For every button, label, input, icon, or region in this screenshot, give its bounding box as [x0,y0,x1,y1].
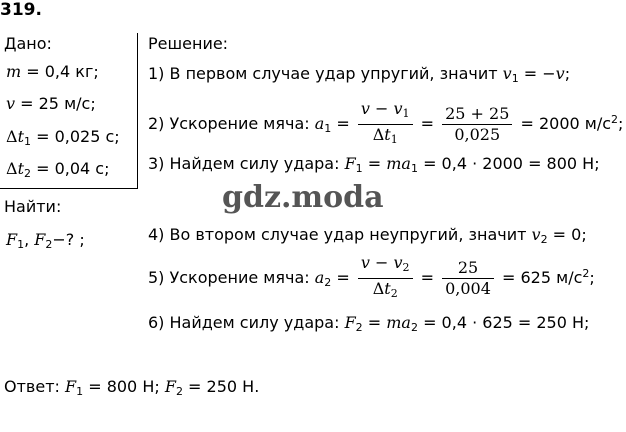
answer-line: Ответ: $F_1 = 800$ Н; $F_2 = 250$ Н. [4,377,260,398]
problem-number: 319. [0,0,42,20]
solution-step-3: 3) Найдем силу удара: $F_1 = ma_1 = 0,4 \cdot 2000 = 800$ Н; [148,154,600,175]
solution-label: Решение: [148,34,229,53]
given-divider-vertical [137,33,138,188]
solution-step-1: 1) В первом случае удар упругий, значит $v_1 = -v$; [148,64,571,85]
given-divider-horizontal [0,188,138,189]
given-velocity: v = 25 м/с; [6,94,96,113]
solution-step-4: 4) Во втором случае удар неупругий, значит $v_2 = 0$; [148,225,587,246]
find-target: $F_1$, $F_2-$? ; [6,230,85,251]
fraction-accel-2-numeric: $\frac{25}{0,004}$ [442,258,494,299]
given-dt1: $\Delta t_1 = 0,025$ с; [6,127,120,148]
fraction-accel-1-numeric: $\frac{25 + 25}{0,025}$ [442,104,512,145]
fraction-accel-1-symbolic: $\frac{v - v_1}{\Delta t_1}$ [358,99,413,150]
solution-step-2: 2) Ускорение мяча: $a_1$ = $\frac{v - v_1}{\Delta t_1}$ = $\frac{25 + 25}{0,025}$ = 2000 $м/с^2$; [148,98,623,151]
solution-step-5: 5) Ускорение мяча: $a_2$ = $\frac{v - v_2}{\Delta t_2}$ = $\frac{25}{0,004}$ = 625 $м/с^2$; [148,252,595,305]
fraction-accel-2-symbolic: $\frac{v - v_2}{\Delta t_2}$ [358,253,413,304]
given-label: Дано: [4,34,52,53]
given-mass: m = 0,4 кг; [6,62,99,81]
solution-step-6: 6) Найдем силу удара: $F_2 = ma_2 = 0,4 \cdot 625 = 250$ Н; [148,313,590,334]
given-dt2: $\Delta t_2 = 0,04$ с; [6,159,110,180]
find-label: Найти: [4,197,62,216]
watermark: gdz.moda [222,180,384,215]
